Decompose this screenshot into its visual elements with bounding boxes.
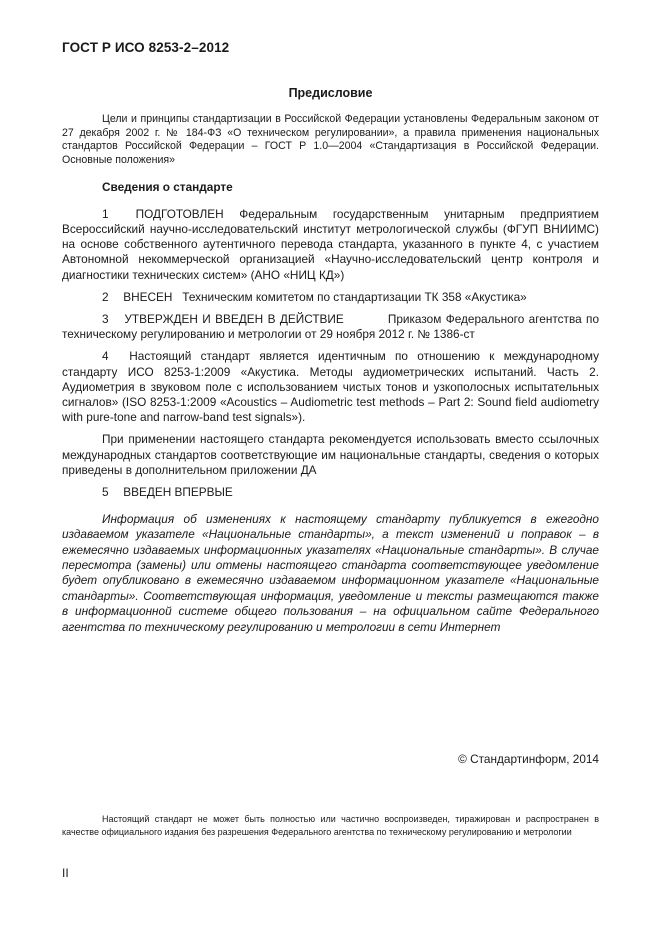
foreword-title: Предисловие [288,86,373,100]
about-item-2 [62,290,599,305]
item-text: УТВЕРЖДЕН И ВВЕДЕН В ДЕЙСТВИЕ Приказом Федерального агентства по техническому регулированию и метрологии от 29 ноября 2012 г. № 1386-ст [62,312,603,342]
about-item-5 [62,485,599,500]
item-number: 3 [102,312,109,326]
legal-notice: Настоящий стандарт не может быть полностью или частично воспроизведен, тиражирован и распространен в качестве официального издания без разрешения Федерального агентства по техническому регулированию и метрологии [62,814,599,838]
item-text: Настоящий стандарт является идентичным по отношению к международному стандарту ИСО 8253-1:2009 «Акустика. Методы аудиометрических испытаний. Часть 2. Аудиометрия в звуковом поле с использованием чистых тонов и узкополосных испытательных сигналов» (ISO 8253-1:2009 «Acoustics – Audiometric test methods – Part 2: Sound field audiometry with pure-tone and narrow-band test signals»). [62,349,599,425]
item-number: 1 [102,206,109,221]
document-header: ГОСТ Р ИСО 8253-2–2012 [62,40,230,55]
item-text: ПОДГОТОВЛЕН Федеральным государственным унитарным предприятием Всероссийский научно-исследовательский институт метрологической службы (ФГУП ВНИИМС) на основе собственного аутентичного перевода стандарта, указанного в пункте 4, с участием Автономной некоммерческой организацией «Научно-исследовательский центр контроля и диагностики технических систем» (АНО «НИЦ КД») [62,206,599,282]
item-number: 5 [102,485,109,500]
item-text: ВНЕСЕН Техническим комитетом по стандартизации ТК 358 «Акустика» [123,289,527,304]
about-item-3 [62,312,603,342]
page-number: II [62,866,69,880]
changes-info: Информация об изменениях к настоящему стандарту публикуется в ежегодно издаваемом указателе «Национальные стандарты», а текст изменений и поправок – в ежемесячно издаваемых информационных указателях «Национальные стандарты». В случае пересмотра (замены) или отмены настоящего стандарта соответствующее уведомление будет опубликовано в ежемесячно издаваемом информационном указателе «Национальные стандарты». Соответствующая информация, уведомление и тексты размещаются также в информационной системе общего пользования – на официальном сайте Федерального агентства по техническому регулированию и метрологии в сети Интернет [62,511,599,634]
item-text: ВВЕДЕН ВПЕРВЫЕ [123,485,233,500]
about-item-4 [62,349,599,425]
foreword-section [62,86,603,507]
item-number: 2 [102,289,109,304]
copyright-notice: © Стандартинформ, 2014 [458,752,599,766]
foreword-text: Цели и принципы стандартизации в Российской Федерации установлены Федеральным законом от 27 декабря 2002 г. № 184-ФЗ «О техническом регулировании», а правила применения национальных стандартов Российской Федерации – ГОСТ Р 1.0—2004 «Стандартизация в Российской Федерации. Основные положения» [62,113,599,166]
about-item-1 [62,207,599,283]
about-note: При применении настоящего стандарта рекомендуется использовать вместо ссылочных международных стандартов соответствующие им национальные стандарты, сведения о которых приведены в дополнительном приложении ДА [62,432,599,477]
about-standard-title: Сведения о стандарте [102,179,233,194]
item-number: 4 [102,349,109,364]
